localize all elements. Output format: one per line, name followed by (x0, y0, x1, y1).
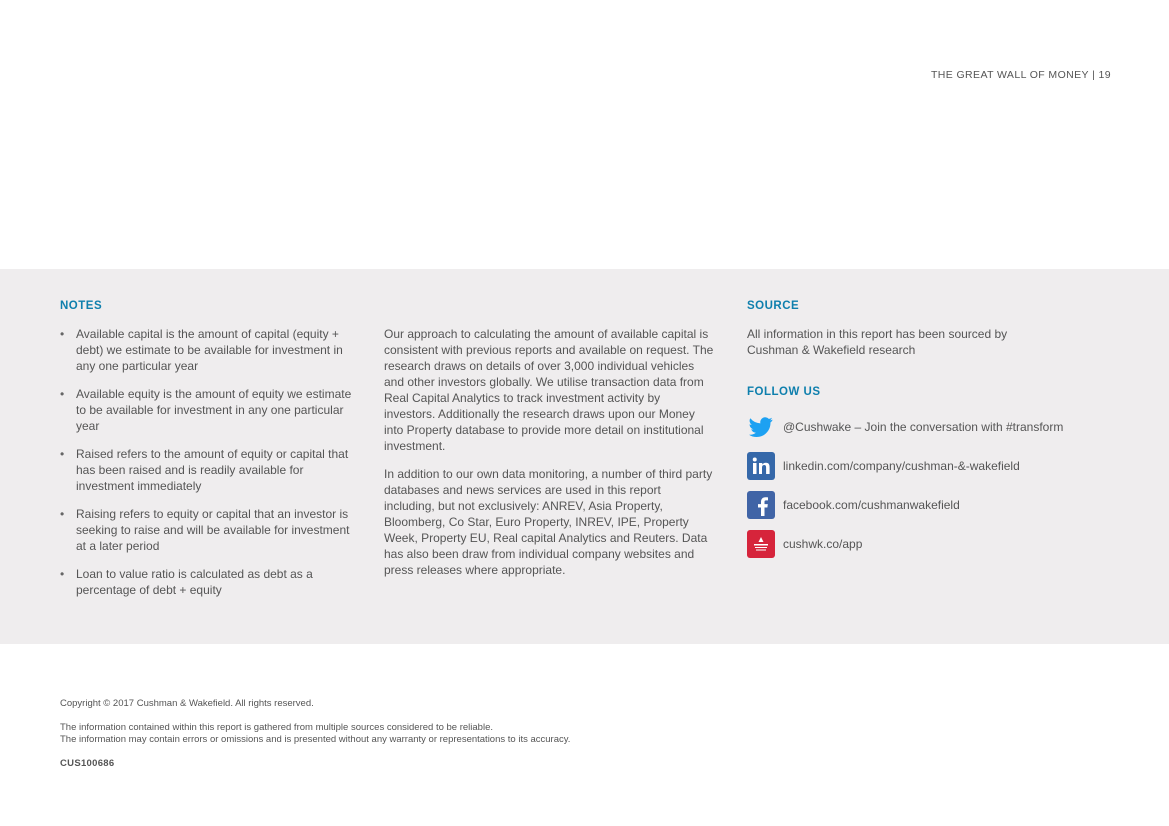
disclaimer-text: The information may contain errors or omissions and is presented without any warranty or representations to its accuracy. (60, 734, 571, 745)
follow-us-heading: FOLLOW US (747, 386, 821, 398)
list-item: • Available equity is the amount of equity we estimate to be available for investment in any one particular year (60, 386, 360, 434)
source-text: All information in this report has been sourced by Cushman & Wakefield research (747, 327, 1008, 357)
copyright-text: Copyright © 2017 Cushman & Wakefield. All rights reserved. (60, 698, 314, 709)
linkedin-icon (747, 452, 775, 480)
app-link[interactable]: cushwk.co/app (783, 537, 863, 551)
notes-heading: NOTES (60, 300, 103, 312)
social-item-app[interactable] (747, 530, 1063, 558)
twitter-icon (747, 413, 775, 441)
document-code: CUS100686 (60, 758, 115, 769)
list-item: • Loan to value ratio is calculated as debt as a percentage of debt + equity (60, 566, 360, 598)
approach-text (384, 326, 714, 590)
running-header: THE GREAT WALL OF MONEY | 19 (930, 69, 1111, 81)
list-item: • Available capital is the amount of capital (equity + debt) we estimate to be available for investment in any one particular year (60, 326, 360, 374)
disclaimer-text: The information contained within this report is gathered from multiple sources considered to be reliable. (60, 722, 494, 733)
linkedin-link[interactable]: linkedin.com/company/cushman-&-wakefield (783, 459, 1020, 473)
notes-list (60, 326, 360, 610)
social-item-facebook[interactable] (747, 491, 1063, 519)
source-heading: SOURCE (747, 300, 800, 312)
footer (60, 698, 570, 770)
social-item-twitter[interactable] (747, 413, 1063, 441)
list-item: • Raising refers to equity or capital that an investor is seeking to raise and will be available for investment at a later period (60, 506, 360, 554)
approach-paragraph: In addition to our own data monitoring, a number of third party databases and news services are used in this report including, but not exclusively: ANREV, Asia Property, Bloomberg, Co Star, Euro Property, INREV, IPE, Property Week, Property EU, Real capital Analytics and Reuters. Data has also been draw from individual company websites and press releases where appropriate. (384, 467, 713, 577)
approach-paragraph: Our approach to calculating the amount of available capital is consistent with previous reports and available on request. The research draws on details of over 3,000 individual vehicles and other investors globally. We utilise transaction data from Real Capital Analytics to track investment activity by investors. Additionally the research draws upon our Money into Property database to provide more detail on institutional investment. (384, 327, 714, 453)
social-item-linkedin[interactable] (747, 452, 1063, 480)
cushman-wakefield-app-icon (747, 530, 775, 558)
facebook-icon (747, 491, 775, 519)
facebook-link[interactable]: facebook.com/cushmanwakefield (783, 498, 960, 512)
social-links (747, 413, 1063, 569)
twitter-link[interactable]: @Cushwake – Join the conversation with #transform (783, 420, 1064, 434)
list-item: • Raised refers to the amount of equity or capital that has been raised and is readily available for investment immediately (60, 446, 360, 494)
